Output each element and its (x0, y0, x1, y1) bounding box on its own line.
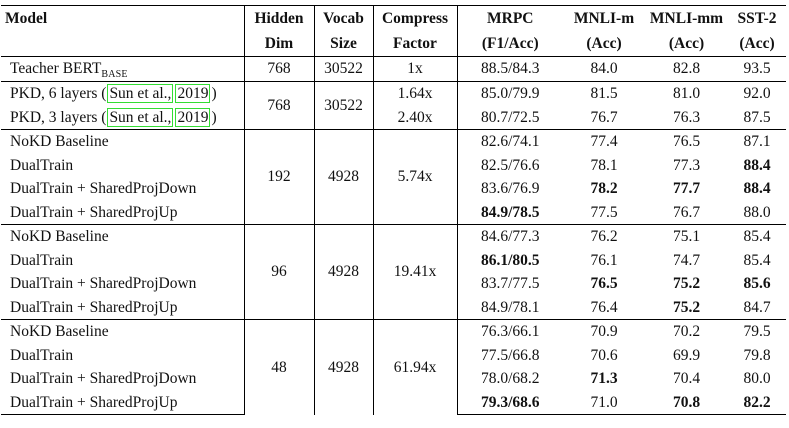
cell-vocab: 4928 (314, 130, 373, 225)
cell-mnli-m: 77.4 (563, 130, 645, 154)
cell-sst2: 92.0 (728, 82, 786, 106)
cell-mrpc: 88.5/84.3 (457, 57, 563, 82)
table-row (1, 320, 786, 344)
cell-sst2: 79.5 (728, 320, 786, 344)
header-model: Model (1, 6, 244, 32)
cell-sst2: 85.4 (728, 225, 786, 249)
cell-model: DualTrain (10, 251, 74, 269)
cell-mrpc: 84.6/77.3 (457, 225, 563, 249)
cell-mnli-mm: 75.2 (672, 298, 701, 316)
cell-model: NoKD Baseline (1, 225, 244, 249)
cell-model: NoKD Baseline (1, 130, 244, 154)
pkd3-model: PKD, 3 layers ( Sun et al., 2019 ) (10, 108, 217, 126)
cell-mnli-m: 78.2 (590, 180, 618, 197)
table-row-teacher (1, 57, 786, 82)
header-sst2: SST-2 (728, 6, 786, 32)
cell-mnli-m: 78.1 (590, 156, 618, 174)
cell-sst2: 85.4 (743, 251, 771, 269)
results-table (1, 5, 786, 415)
header-mrpc-sub: (F1/Acc) (457, 31, 563, 57)
cell-mrpc: 82.6/74.1 (457, 130, 563, 154)
cell-mnli-m: 77.5 (590, 203, 618, 221)
cell-vocab: 30522 (314, 82, 373, 130)
cell-mnli-m: 81.5 (563, 82, 645, 106)
cell-mnli-m: 71.0 (563, 391, 645, 415)
cell-sst2: 80.0 (743, 370, 771, 387)
cell-mnli-mm: 77.7 (672, 180, 701, 197)
cell-hidden: 48 (244, 320, 314, 415)
cell-sst2: 88.0 (743, 203, 771, 221)
cell-mnli-mm: 76.7 (672, 203, 701, 221)
cell-hidden: 192 (244, 130, 314, 225)
cell-mrpc: 82.5/76.6 (457, 154, 563, 178)
cell-sst2: 87.5 (743, 108, 771, 126)
header-compress: Compress (373, 6, 457, 32)
cell-mnli-mm: 70.4 (672, 370, 701, 387)
cell-model: DualTrain + SharedProjUp (10, 298, 178, 316)
cell-model: DualTrain + SharedProjDown (10, 370, 197, 387)
cell-mnli-mm: 81.0 (645, 82, 728, 106)
cell-mnli-mm: 75.1 (645, 225, 728, 249)
cell-mnli-m: 76.4 (590, 298, 618, 316)
teacher-model: Teacher $BERT_{BASE}$ (10, 60, 128, 81)
cell-mnli-mm: 76.5 (645, 130, 728, 154)
cell-sst2: 93.5 (743, 60, 771, 78)
header-vocab: Vocab (314, 6, 373, 32)
header-mnli-mm: MNLI-mm (645, 6, 728, 32)
header-mnli-mm-sub: (Acc) (645, 31, 728, 57)
header-mnli-m-sub: (Acc) (563, 31, 645, 57)
cell-vocab: 4928 (314, 320, 373, 415)
cell-mrpc: 77.5/66.8 (457, 344, 563, 368)
cell-mnli-mm: 75.2 (672, 275, 701, 292)
cell-sst2: 85.6 (743, 275, 771, 292)
cell-model: DualTrain (10, 156, 74, 174)
header-mrpc: MRPC (457, 6, 563, 32)
cell-vocab: 4928 (314, 225, 373, 320)
cell-mnli-m: 71.3 (590, 370, 618, 387)
citation-link[interactable]: Sun et al., (109, 108, 172, 126)
header-vocab-sub: Size (314, 31, 373, 57)
cell-mnli-m: 76.5 (590, 275, 618, 292)
cell-mnli-mm: 70.2 (645, 320, 728, 344)
table-row-pkd-3 (1, 106, 786, 130)
citation-year-link[interactable]: 2019 (177, 85, 209, 102)
table-row (1, 225, 786, 249)
cell-mnli-m: 70.6 (590, 346, 618, 364)
cell-mnli-m: 76.2 (563, 225, 645, 249)
cell-mrpc: 83.7/77.5 (457, 272, 563, 296)
table-row-pkd-6 (1, 82, 786, 106)
cell-vocab: 30522 (314, 57, 373, 82)
cell-mnli-mm: 69.9 (672, 346, 701, 364)
cell-compress: 19.41x (373, 225, 457, 320)
header-hidden-sub: Dim (244, 31, 314, 57)
cell-mnli-m: 76.1 (590, 251, 618, 269)
pkd6-model: PKD, 6 layers ( Sun et al., 2019 ) (1, 82, 244, 106)
cell-model: DualTrain + SharedProjUp (10, 203, 178, 221)
citation-link[interactable]: Sun et al., (109, 85, 172, 102)
cell-model: NoKD Baseline (1, 320, 244, 344)
cell-mnli-m: 84.0 (590, 60, 618, 78)
cell-mnli-mm: 70.8 (645, 391, 728, 415)
header-sst2-sub: (Acc) (728, 31, 786, 57)
cell-hidden: 96 (244, 225, 314, 320)
cell-sst2: 82.2 (728, 391, 786, 415)
cell-model: DualTrain (10, 346, 74, 364)
cell-compress: 2.40x (373, 106, 457, 130)
cell-hidden: 768 (244, 82, 314, 130)
cell-mnli-mm: 82.8 (672, 60, 701, 78)
table-row (1, 130, 786, 154)
cell-compress: 61.94x (373, 320, 457, 415)
cell-mrpc: 80.7/72.5 (457, 106, 563, 130)
cell-mrpc: 79.3/68.6 (457, 391, 563, 415)
cell-mnli-mm: 76.3 (672, 108, 701, 126)
cell-sst2: 88.4 (743, 180, 771, 197)
cell-mnli-mm: 77.3 (672, 156, 701, 174)
cell-sst2: 79.8 (743, 346, 771, 364)
cell-mrpc: 84.9/78.5 (457, 201, 563, 225)
cell-mnli-mm: 74.7 (672, 251, 701, 269)
header-hidden: Hidden (244, 6, 314, 32)
cell-model: DualTrain + SharedProjDown (10, 275, 197, 292)
cell-compress: 5.74x (373, 130, 457, 225)
cell-sst2: 87.1 (728, 130, 786, 154)
cell-mrpc: 78.0/68.2 (457, 367, 563, 391)
cell-mrpc: 83.6/76.9 (457, 177, 563, 201)
cell-sst2: 88.4 (743, 156, 771, 174)
cell-mrpc: 76.3/66.1 (457, 320, 563, 344)
cell-mrpc: 85.0/79.9 (457, 82, 563, 106)
cell-compress: 1x (373, 57, 457, 82)
cell-model: DualTrain + SharedProjUp (1, 391, 244, 415)
cell-mrpc: 86.1/80.5 (457, 249, 563, 273)
citation-year-link[interactable]: 2019 (177, 108, 209, 126)
cell-mrpc: 84.9/78.1 (457, 296, 563, 320)
header-compress-sub: Factor (373, 31, 457, 57)
cell-model: DualTrain + SharedProjDown (10, 180, 197, 197)
header-mnli-m: MNLI-m (563, 6, 645, 32)
cell-sst2: 84.7 (743, 298, 771, 316)
cell-mnli-m: 76.7 (590, 108, 618, 126)
cell-compress: 1.64x (373, 82, 457, 106)
cell-hidden: 768 (244, 57, 314, 82)
cell-mnli-m: 70.9 (563, 320, 645, 344)
